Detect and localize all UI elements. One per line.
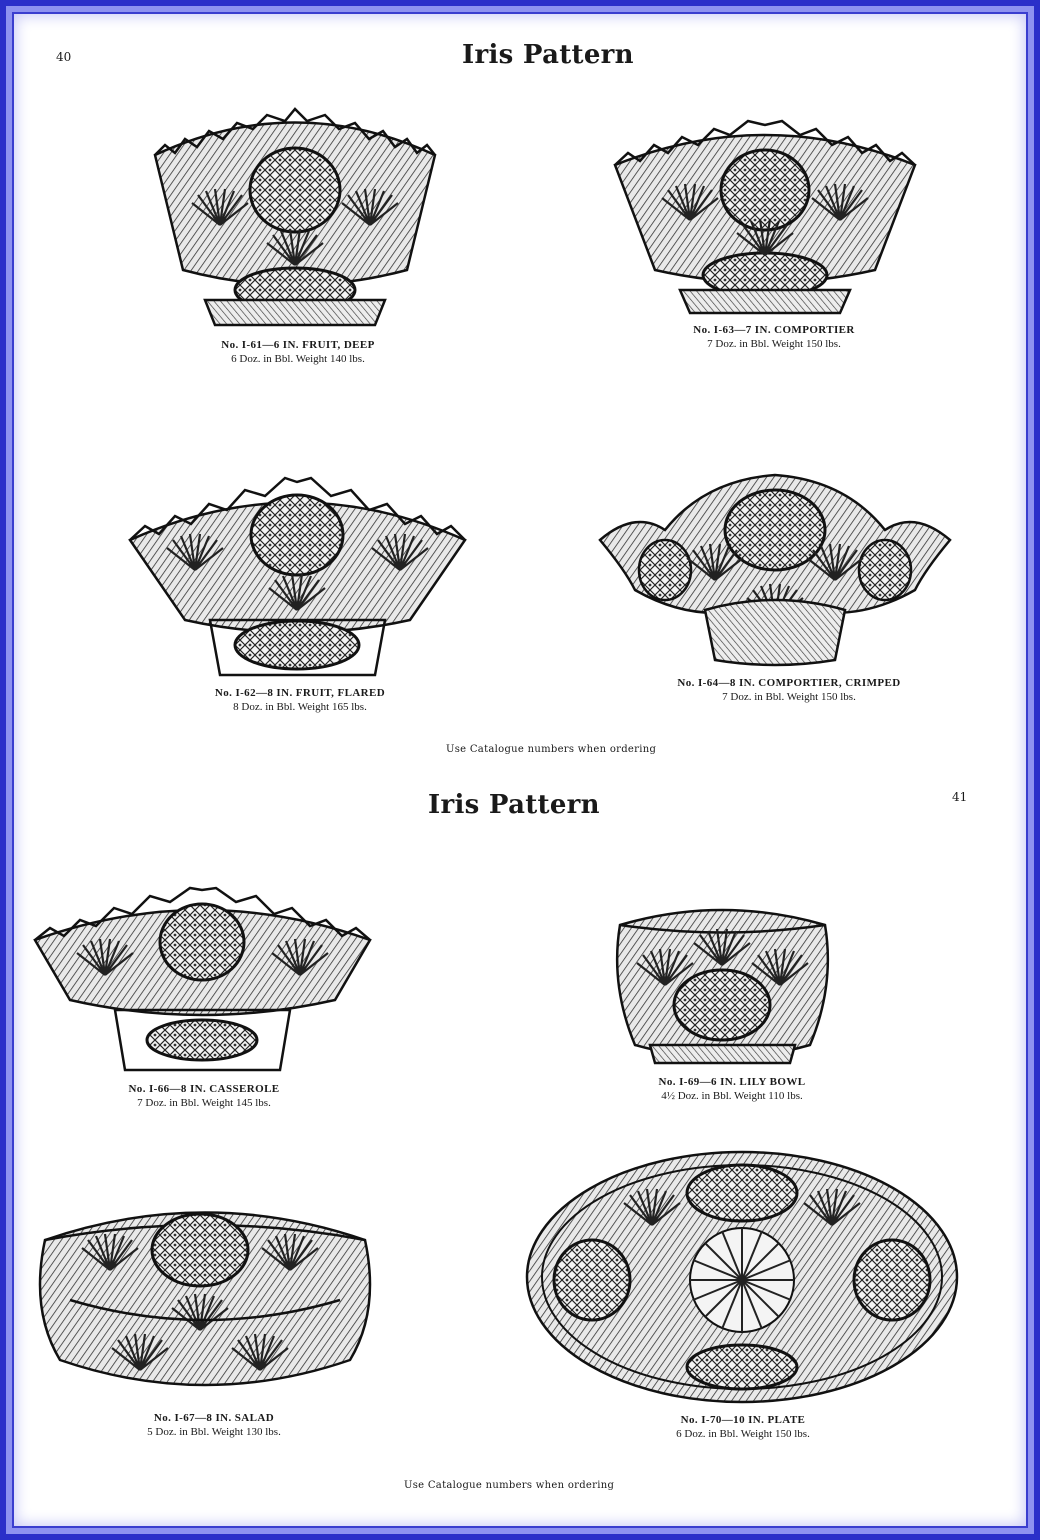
flared-fruit-bowl-icon [125,460,470,685]
lily-bowl-icon [610,895,835,1070]
ordering-note: Use Catalogue numbers when ordering [404,1480,615,1491]
product-name: No. I-64—8 IN. COMPORTIER, CRIMPED [677,677,901,689]
product-packing: 7 Doz. in Bbl. Weight 145 lbs. [137,1097,271,1109]
product-name: No. I-70—10 IN. PLATE [680,1414,806,1426]
product-packing: 8 Doz. in Bbl. Weight 165 lbs. [233,701,367,713]
product-caption [128,1083,279,1109]
product-caption [147,1412,281,1438]
product-name: No. I-67—8 IN. SALAD [153,1412,275,1424]
product-caption [659,1076,806,1102]
page-title: Iris Pattern [428,790,600,820]
product-caption [676,1414,810,1440]
product-packing: 7 Doz. in Bbl. Weight 150 lbs. [722,691,856,703]
salad-bowl-icon [30,1190,380,1405]
product-name: No. I-62—8 IN. FRUIT, FLARED [214,687,386,699]
product-packing: 7 Doz. in Bbl. Weight 150 lbs. [707,338,841,350]
page-number: 41 [952,790,968,804]
product-packing: 4½ Doz. in Bbl. Weight 110 lbs. [661,1090,803,1102]
product-name: No. I-61—6 IN. FRUIT, DEEP [221,339,375,351]
product-packing: 5 Doz. in Bbl. Weight 130 lbs. [147,1426,281,1438]
product-caption [221,339,375,365]
deep-fruit-bowl-icon [145,95,445,335]
ordering-note: Use Catalogue numbers when ordering [446,744,657,755]
product-caption [677,677,900,703]
product-name: No. I-63—7 IN. COMPORTIER [693,324,855,336]
plate-icon [522,1145,962,1410]
product-packing: 6 Doz. in Bbl. Weight 150 lbs. [676,1428,810,1440]
page-title: Iris Pattern [462,40,634,70]
product-name: No. I-69—6 IN. LILY BOWL [658,1076,806,1088]
comportier-bowl-icon [610,95,920,320]
product-name: No. I-66—8 IN. CASSEROLE [128,1083,280,1095]
product-packing: 6 Doz. in Bbl. Weight 140 lbs. [231,353,365,365]
casserole-bowl-icon [30,880,375,1080]
crimped-comportier-bowl-icon [595,460,955,675]
product-caption [693,324,854,350]
page-number: 40 [56,50,72,64]
product-caption [215,687,385,713]
